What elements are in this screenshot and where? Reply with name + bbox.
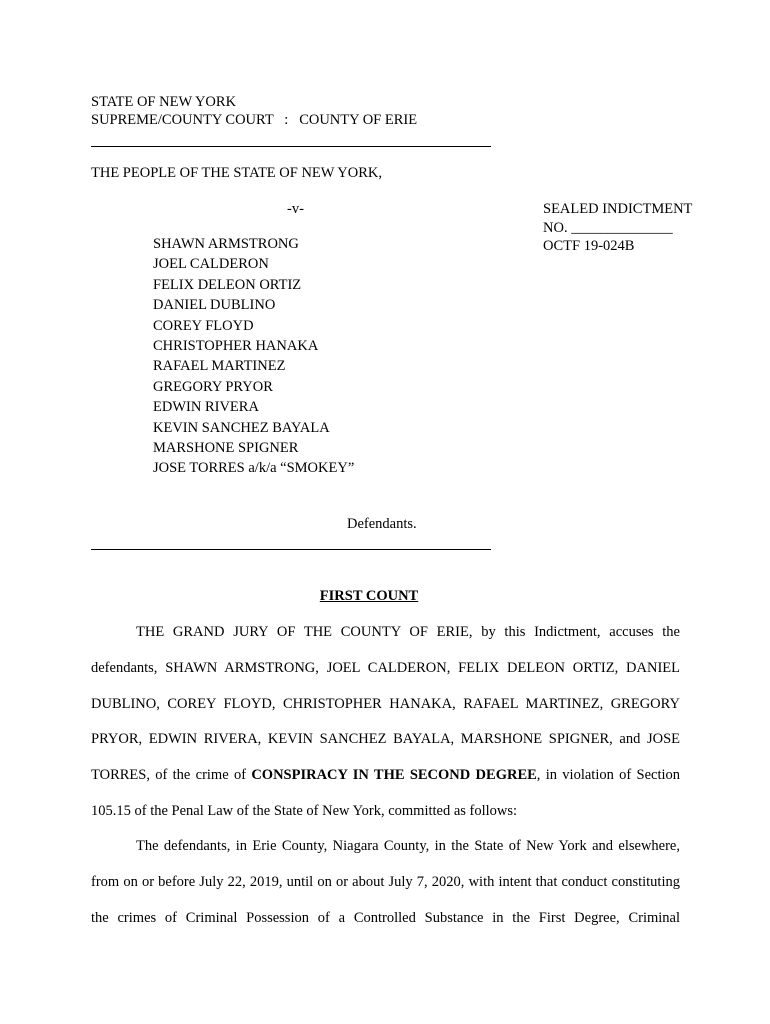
defendant-name: JOEL CALDERON: [153, 256, 269, 273]
defendant-name: GREGORY PRYOR: [153, 378, 273, 395]
defendant-name: CHRISTOPHER HANAKA: [153, 337, 319, 354]
court-heading: SUPREME/COUNTY COURT : COUNTY OF ERIE: [91, 112, 418, 128]
paragraph-line: The defendants, in Erie County, Niagara County, in the State of New York and elsewhere,: [136, 838, 680, 854]
octf-number: OCTF 19-024B: [543, 238, 635, 254]
defendant-name: RAFAEL MARTINEZ: [153, 358, 286, 375]
defendant-name: MARSHONE SPIGNER: [153, 439, 299, 456]
paragraph-line: DUBLINO, COREY FLOYD, CHRISTOPHER HANAKA, RAFAEL MARTINEZ, GREGORY: [91, 695, 680, 712]
state-heading: STATE OF NEW YORK: [91, 94, 237, 110]
indictment-block: [543, 201, 692, 257]
defendant-name: FELIX DELEON ORTIZ: [153, 276, 302, 293]
paragraph-line: THE GRAND JURY OF THE COUNTY OF ERIE, by this Indictment, accuses the: [136, 624, 680, 640]
first-count-paragraph: [91, 624, 680, 839]
paragraph-line: 105.15 of the Penal Law of the State of New York, committed as follows:: [91, 802, 518, 819]
people-caption: THE PEOPLE OF THE STATE OF NEW YORK,: [91, 165, 382, 181]
defendant-name: COREY FLOYD: [153, 317, 254, 334]
defendant-name: KEVIN SANCHEZ BAYALA: [153, 419, 330, 436]
paragraph-text: , in violation of Section: [536, 767, 680, 784]
paragraph-line: defendants, SHAWN ARMSTRONG, JOEL CALDERON, FELIX DELEON ORTIZ, DANIEL: [91, 659, 680, 676]
defendant-name: JOSE TORRES a/k/a “SMOKEY”: [153, 460, 355, 477]
conduct-paragraph: [91, 838, 680, 945]
defendant-name: EDWIN RIVERA: [153, 399, 259, 416]
indictment-number: NO. ______________: [543, 219, 673, 236]
versus-label: -v-: [287, 201, 304, 217]
caption-rule-bottom: [91, 549, 491, 550]
defendant-name: DANIEL DUBLINO: [153, 297, 276, 314]
crime-name: CONSPIRACY IN THE SECOND DEGREE: [251, 767, 537, 784]
paragraph-line: [91, 767, 680, 803]
caption-rule-top: [91, 146, 491, 147]
paragraph-line: PRYOR, EDWIN RIVERA, KEVIN SANCHEZ BAYALA, MARSHONE SPIGNER, and JOSE: [91, 731, 680, 748]
paragraph-line: the crimes of Criminal Possession of a Controlled Substance in the First Degree, Criminal: [91, 909, 680, 926]
defendant-name: SHAWN ARMSTRONG: [153, 236, 299, 252]
paragraph-text: TORRES, of the crime of: [91, 767, 252, 784]
paragraph-line: from on or before July 22, 2019, until on or about July 7, 2020, with intent that conduct constituting: [91, 873, 680, 890]
first-count-heading: FIRST COUNT: [319, 588, 419, 604]
defendants-list: [153, 236, 354, 481]
defendants-label: Defendants.: [347, 516, 417, 532]
indictment-title: SEALED INDICTMENT: [543, 201, 693, 217]
